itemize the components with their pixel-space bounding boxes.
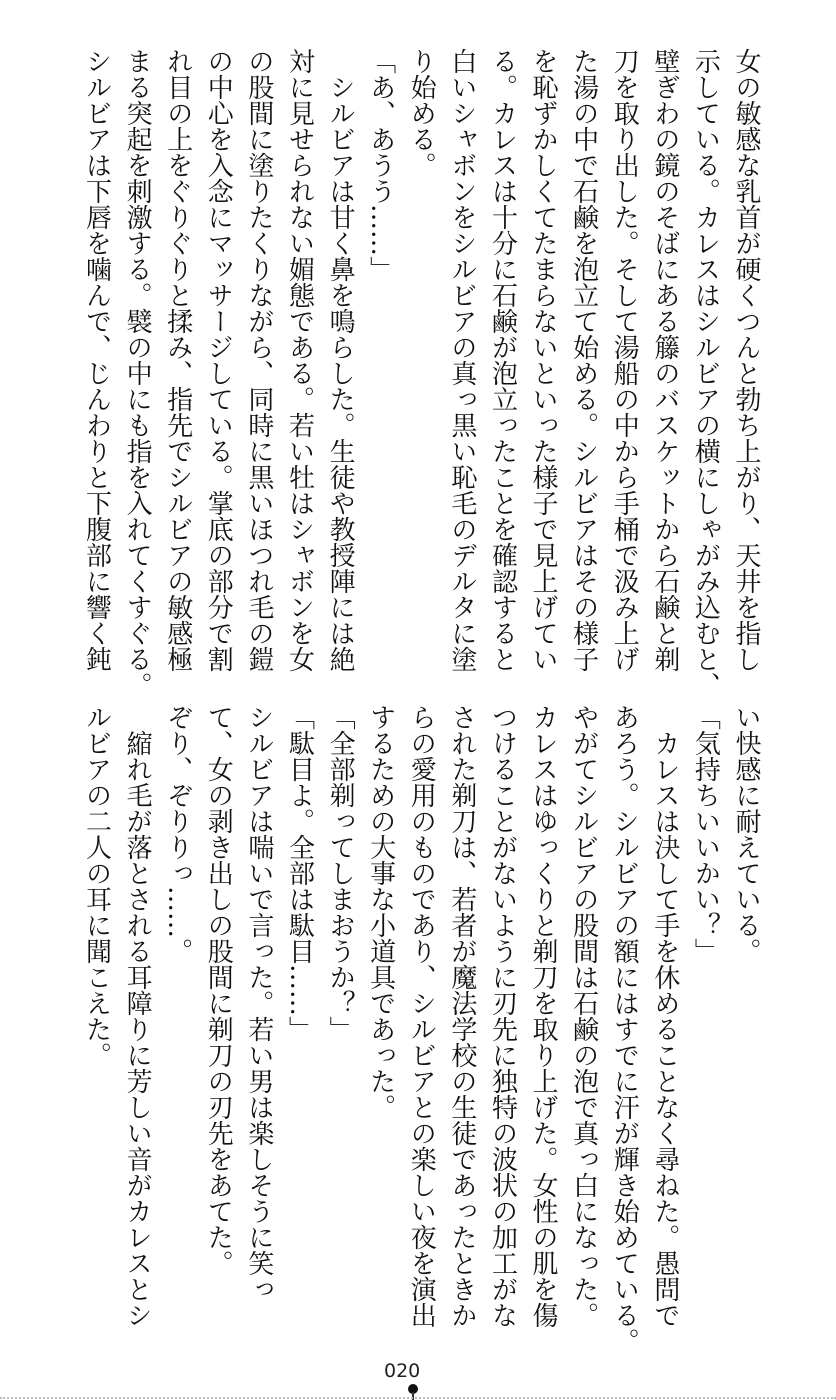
text-line: た湯の中で石鹸を泡立て始める。シルビアはその様子 [568,48,599,672]
bottom-dotted-rule [0,1397,836,1399]
text-line: 「駄目よ。全部は駄目……」 [284,704,315,1042]
text-line: シルビアは喘いで言った。若い男は楽しそうに笑っ [243,704,274,1302]
text-line: 「あ、あうう……」 [365,48,396,282]
text-line: い快感に耐えている。 [731,704,761,964]
text-line: するための大事な小道具であった。 [365,704,396,1120]
text-line: ルビアの二人の耳に聞こえた。 [81,704,112,1068]
text-line: シルビアは下唇を噛んで、じんわりと下腹部に響く鈍 [81,48,112,672]
text-line: 女の敏感な乳首が硬くつんと勃ち上がり、天井を指し [731,48,761,672]
text-line: 縮れ毛が落とされる耳障りに芳しい音がカレスとシ [122,704,153,1328]
text-line: シルビアは甘く鼻を鳴らした。生徒や教授陣には絶 [325,48,356,672]
text-line: 刀を取り出した。そして湯船の中から手桶で汲み上げ [609,48,640,672]
text-line: 壁ぎわの鏡のそばにある籐のバスケットから石鹸と剃 [649,48,680,672]
text-line: の股間に塗りたくりながら、同時に黒いほつれ毛の鎧 [243,48,274,672]
text-block-upper [76,48,766,698]
text-line: やがてシルビアの股間は石鹸の泡で真っ白になった。 [568,704,599,1328]
text-line: された剃刀は、若者が魔法学校の生徒であったときか [446,704,477,1328]
text-line: て、女の剥き出しの股間に剃刀の刃先をあてた。 [203,704,234,1276]
text-line: 対に見せられない媚態である。若い牡はシャボンを女 [284,48,315,672]
text-line: あろう。シルビアの額にはすでに汗が輝き始めている。 [609,704,640,1354]
text-line: る。カレスは十分に石鹸が泡立ったことを確認すると [487,48,518,672]
text-line: を恥ずかしくてたまらないといった様子で見上げてい [528,48,559,672]
text-line: り始める。 [406,48,437,178]
page-number: 020 [384,1360,421,1382]
text-line: ぞり、ぞりりっ……。 [162,704,193,964]
text-block-lower [76,704,766,1354]
text-line: カレスはゆっくりと剃刀を取り上げた。女性の肌を傷 [528,704,559,1328]
text-line: 「全部剃ってしまおうか？」 [325,704,356,1042]
text-line: つけることがないように刃先に独特の波状の加工がな [487,704,518,1328]
text-line: 「気持ちいいかい？」 [690,704,721,964]
text-line: 示している。カレスはシルビアの横にしゃがみ込むと、 [690,48,721,698]
text-line: れ目の上をぐりぐりと揉み、指先でシルビアの敏感極 [162,48,193,672]
text-line: まる突起を刺激する。襞の中にも指を入れてくすぐる。 [122,48,153,698]
text-line: カレスは決して手を休めることなく尋ねた。愚問で [649,704,680,1328]
text-line: の中心を入念にマッサージしている。掌底の部分で割 [203,48,234,672]
text-line: 白いシャボンをシルビアの真っ黒い恥毛のデルタに塗 [446,48,477,672]
text-line: らの愛用のものであり、シルビアとの楽しい夜を演出 [406,704,437,1328]
